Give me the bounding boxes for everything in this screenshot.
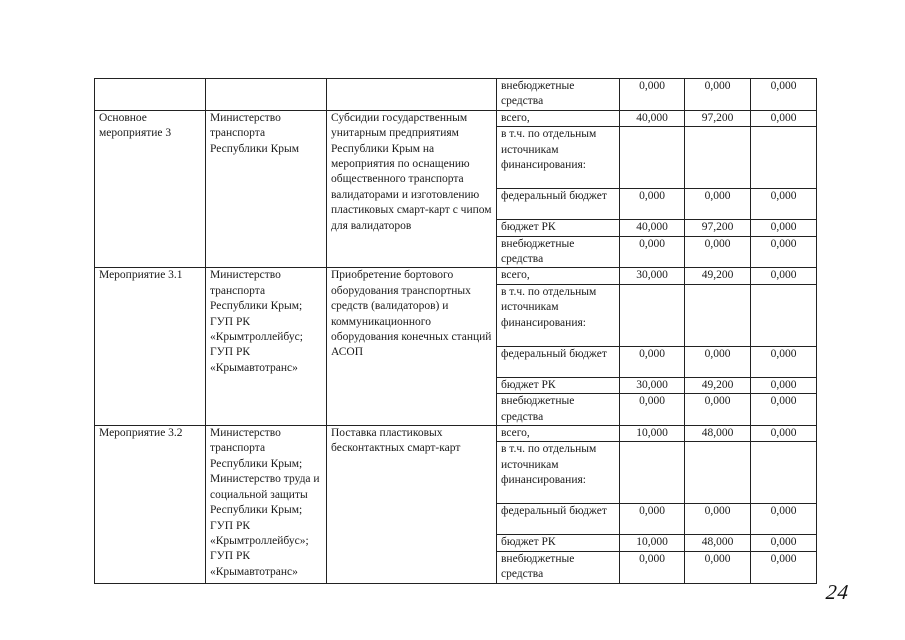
amount-cell-2: 48,000 bbox=[685, 426, 751, 442]
amount-cell-1: 0,000 bbox=[620, 346, 685, 377]
amount-cell-1 bbox=[620, 442, 685, 504]
amount-cell-1: 0,000 bbox=[620, 236, 685, 268]
amount-cell-2: 0,000 bbox=[685, 189, 751, 220]
amount-cell-1: 0,000 bbox=[620, 551, 685, 583]
financing-table bbox=[94, 78, 817, 584]
funding-source-cell: в т.ч. по отдельным источникам финансирования: bbox=[497, 442, 620, 504]
executor-cell: Министерство транспорта Республики Крым bbox=[206, 110, 327, 268]
amount-cell-3: 0,000 bbox=[751, 110, 817, 126]
funding-source-cell: внебюджетные средства bbox=[497, 394, 620, 426]
amount-cell-2: 0,000 bbox=[685, 79, 751, 111]
amount-cell-1: 0,000 bbox=[620, 79, 685, 111]
amount-cell-1 bbox=[620, 284, 685, 346]
amount-cell-2 bbox=[685, 284, 751, 346]
amount-cell-3: 0,000 bbox=[751, 426, 817, 442]
amount-cell-2: 97,200 bbox=[685, 110, 751, 126]
amount-cell-1: 40,000 bbox=[620, 220, 685, 236]
amount-cell-3: 0,000 bbox=[751, 189, 817, 220]
amount-cell-3: 0,000 bbox=[751, 535, 817, 551]
funding-source-cell: бюджет РК bbox=[497, 535, 620, 551]
description-cell: Поставка пластиковых бесконтактных смарт-карт bbox=[327, 426, 497, 584]
event-cell: Мероприятие 3.2 bbox=[95, 426, 206, 584]
amount-cell-3: 0,000 bbox=[751, 377, 817, 393]
amount-cell-3: 0,000 bbox=[751, 551, 817, 583]
amount-cell-2: 49,200 bbox=[685, 377, 751, 393]
funding-source-cell: всего, bbox=[497, 110, 620, 126]
funding-source-cell: в т.ч. по отдельным источникам финансирования: bbox=[497, 127, 620, 189]
funding-source-cell: федеральный бюджет bbox=[497, 346, 620, 377]
amount-cell-1: 10,000 bbox=[620, 535, 685, 551]
amount-cell-1: 0,000 bbox=[620, 394, 685, 426]
amount-cell-1: 40,000 bbox=[620, 110, 685, 126]
amount-cell-3: 0,000 bbox=[751, 394, 817, 426]
table-row bbox=[95, 426, 817, 442]
amount-cell-1: 30,000 bbox=[620, 377, 685, 393]
event-cell: Основное мероприятие 3 bbox=[95, 110, 206, 268]
amount-cell-3 bbox=[751, 442, 817, 504]
description-cell bbox=[327, 79, 497, 111]
amount-cell-3: 0,000 bbox=[751, 220, 817, 236]
funding-source-cell: внебюджетные средства bbox=[497, 79, 620, 111]
funding-source-cell: федеральный бюджет bbox=[497, 189, 620, 220]
amount-cell-2: 0,000 bbox=[685, 236, 751, 268]
description-cell: Приобретение бортового оборудования транспортных средств (валидаторов) и коммуникационного оборудования конечных станций АСОП bbox=[327, 268, 497, 426]
amount-cell-2: 48,000 bbox=[685, 535, 751, 551]
event-cell bbox=[95, 79, 206, 111]
amount-cell-2: 0,000 bbox=[685, 504, 751, 535]
executor-cell bbox=[206, 79, 327, 111]
funding-source-cell: всего, bbox=[497, 268, 620, 284]
funding-source-cell: бюджет РК bbox=[497, 220, 620, 236]
amount-cell-2 bbox=[685, 127, 751, 189]
amount-cell-3: 0,000 bbox=[751, 79, 817, 111]
funding-source-cell: внебюджетные средства bbox=[497, 236, 620, 268]
amount-cell-2: 0,000 bbox=[685, 394, 751, 426]
funding-source-cell: в т.ч. по отдельным источникам финансирования: bbox=[497, 284, 620, 346]
amount-cell-2: 49,200 bbox=[685, 268, 751, 284]
amount-cell-3: 0,000 bbox=[751, 346, 817, 377]
table-row bbox=[95, 110, 817, 126]
amount-cell-3: 0,000 bbox=[751, 236, 817, 268]
funding-source-cell: всего, bbox=[497, 426, 620, 442]
amount-cell-1 bbox=[620, 127, 685, 189]
table-row bbox=[95, 79, 817, 111]
funding-source-cell: бюджет РК bbox=[497, 377, 620, 393]
funding-source-cell: внебюджетные средства bbox=[497, 551, 620, 583]
amount-cell-2: 0,000 bbox=[685, 346, 751, 377]
amount-cell-1: 30,000 bbox=[620, 268, 685, 284]
amount-cell-3: 0,000 bbox=[751, 268, 817, 284]
amount-cell-2: 97,200 bbox=[685, 220, 751, 236]
amount-cell-3: 0,000 bbox=[751, 504, 817, 535]
amount-cell-1: 10,000 bbox=[620, 426, 685, 442]
funding-source-cell: федеральный бюджет bbox=[497, 504, 620, 535]
description-cell: Субсидии государственным унитарным предприятиям Республики Крым на мероприятия по оснащению общественного транспорта валидаторами и изготовлению пластиковых смарт-карт с чипом для валидаторов bbox=[327, 110, 497, 268]
amount-cell-1: 0,000 bbox=[620, 504, 685, 535]
amount-cell-2: 0,000 bbox=[685, 551, 751, 583]
handwritten-page-number: 24 bbox=[824, 580, 851, 604]
amount-cell-2 bbox=[685, 442, 751, 504]
amount-cell-3 bbox=[751, 284, 817, 346]
table-row bbox=[95, 268, 817, 284]
executor-cell: Министерство транспорта Республики Крым; Министерство труда и социальной защиты Республики Крым; ГУП РК «Крымтроллейбус»; ГУП РК «Крымавтотранс» bbox=[206, 426, 327, 584]
amount-cell-3 bbox=[751, 127, 817, 189]
executor-cell: Министерство транспорта Республики Крым; ГУП РК «Крымтроллейбус; ГУП РК «Крымавтотранс» bbox=[206, 268, 327, 426]
event-cell: Мероприятие 3.1 bbox=[95, 268, 206, 426]
amount-cell-1: 0,000 bbox=[620, 189, 685, 220]
